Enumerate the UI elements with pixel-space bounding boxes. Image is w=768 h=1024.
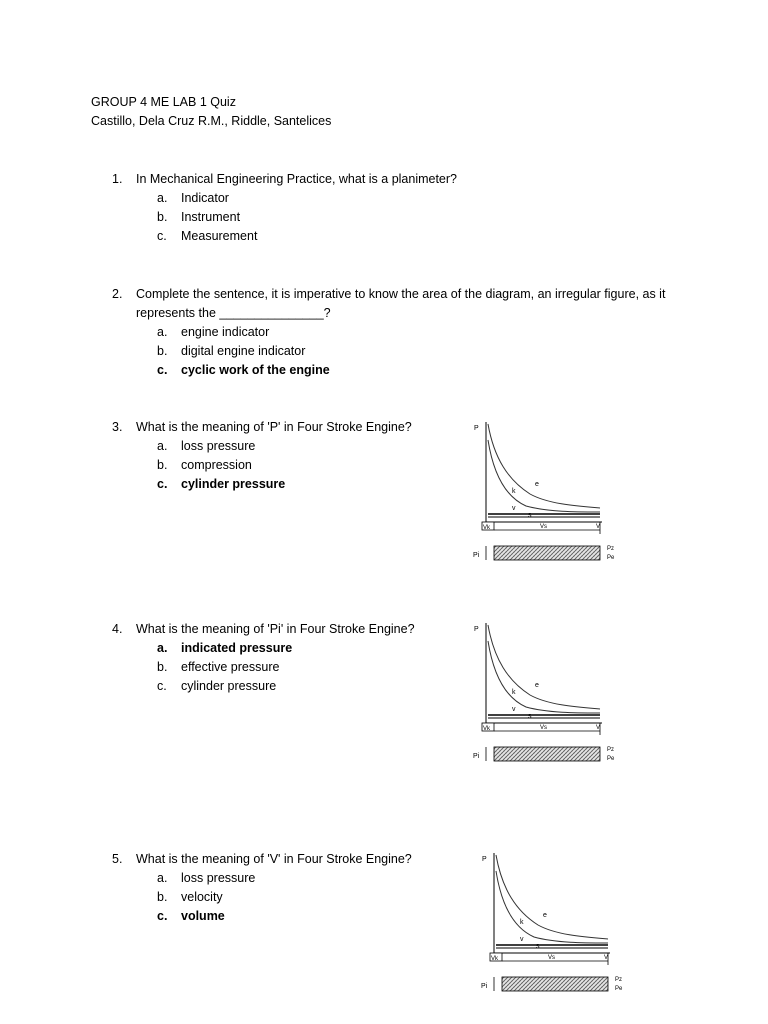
question-text-continued: represents the _______________? xyxy=(136,306,331,320)
expansion-curve-e xyxy=(488,424,600,508)
label-v: v xyxy=(512,706,516,713)
label-vk: Vk xyxy=(483,525,491,531)
label-vs: Vs xyxy=(540,524,548,530)
label-k: k xyxy=(512,689,516,696)
option-text: effective pressure xyxy=(181,660,280,674)
question-2 xyxy=(112,285,672,380)
option-letter: c. xyxy=(157,363,168,377)
label-V: V xyxy=(596,725,601,731)
mean-pressure-bar xyxy=(494,747,600,761)
compression-curve-k xyxy=(496,871,608,943)
quiz-title: GROUP 4 ME LAB 1 Quiz xyxy=(91,95,236,109)
option-text: volume xyxy=(181,909,225,923)
pv-diagram-q4 xyxy=(468,619,628,779)
compression-curve-k xyxy=(488,641,600,713)
label-pe: Pe xyxy=(607,756,615,762)
label-e: e xyxy=(535,682,539,689)
label-e: e xyxy=(543,912,547,919)
question-number: 2. xyxy=(112,287,123,301)
option-c xyxy=(157,361,672,380)
question-text: Complete the sentence, it is imperative to know the area of the diagram, an irregular figure, as it xyxy=(136,287,666,301)
label-V: V xyxy=(604,955,609,961)
option-letter: c. xyxy=(157,229,167,243)
option-b xyxy=(157,208,672,227)
option-c xyxy=(157,227,672,246)
option-text: cyclic work of the engine xyxy=(181,363,330,377)
question-1 xyxy=(112,170,672,246)
question-text: In Mechanical Engineering Practice, what is a planimeter? xyxy=(136,172,458,186)
option-text: cylinder pressure xyxy=(181,477,286,491)
option-text: Measurement xyxy=(181,229,258,243)
label-p: P xyxy=(482,856,487,863)
option-text: loss pressure xyxy=(181,439,256,453)
option-letter: b. xyxy=(157,660,168,674)
label-s: s xyxy=(528,512,532,519)
label-vk: Vk xyxy=(483,726,491,732)
option-text: loss pressure xyxy=(181,871,256,885)
label-v: v xyxy=(512,505,516,512)
option-letter: c. xyxy=(157,909,168,923)
label-pz: Pz xyxy=(615,977,623,983)
option-text: velocity xyxy=(181,890,223,904)
option-text: compression xyxy=(181,458,252,472)
label-pz: Pz xyxy=(607,747,615,753)
option-letter: b. xyxy=(157,344,168,358)
label-s: s xyxy=(528,713,532,720)
question-text: What is the meaning of 'P' in Four Stroke Engine? xyxy=(136,420,412,434)
label-vk: Vk xyxy=(491,956,499,962)
option-letter: a. xyxy=(157,439,168,453)
label-vs: Vs xyxy=(548,955,556,961)
label-pe: Pe xyxy=(607,555,615,561)
option-letter: c. xyxy=(157,679,167,693)
label-pi: Pi xyxy=(481,983,488,990)
option-text: Instrument xyxy=(181,210,241,224)
label-v: v xyxy=(520,936,524,943)
label-e: e xyxy=(535,481,539,488)
option-letter: b. xyxy=(157,210,168,224)
mean-pressure-bar xyxy=(502,977,608,991)
question-number: 3. xyxy=(112,420,123,434)
label-s: s xyxy=(536,943,540,950)
label-pi: Pi xyxy=(473,552,480,559)
option-text: engine indicator xyxy=(181,325,270,339)
label-pi: Pi xyxy=(473,753,480,760)
question-number: 1. xyxy=(112,172,123,186)
label-vs: Vs xyxy=(540,725,548,731)
label-k: k xyxy=(512,488,516,495)
option-letter: b. xyxy=(157,890,168,904)
label-pe: Pe xyxy=(615,986,623,992)
option-letter: a. xyxy=(157,871,168,885)
option-text: cylinder pressure xyxy=(181,679,277,693)
option-letter: a. xyxy=(157,325,168,339)
option-letter: c. xyxy=(157,477,168,491)
compression-curve-k xyxy=(488,440,600,512)
question-text: What is the meaning of 'V' in Four Stroke Engine? xyxy=(136,852,412,866)
question-number: 5. xyxy=(112,852,123,866)
label-p: P xyxy=(474,425,479,432)
quiz-authors: Castillo, Dela Cruz R.M., Riddle, Santelices xyxy=(91,114,332,128)
label-p: P xyxy=(474,626,479,633)
option-b xyxy=(157,342,672,361)
mean-pressure-bar xyxy=(494,546,600,560)
option-letter: a. xyxy=(157,641,168,655)
label-pz: Pz xyxy=(607,546,615,552)
option-letter: a. xyxy=(157,191,168,205)
label-k: k xyxy=(520,919,524,926)
question-number: 4. xyxy=(112,622,123,636)
option-a xyxy=(157,189,672,208)
label-V: V xyxy=(596,524,601,530)
option-a xyxy=(157,323,672,342)
option-text: digital engine indicator xyxy=(181,344,306,358)
pv-diagram-q5 xyxy=(476,849,636,1009)
option-text: Indicator xyxy=(181,191,229,205)
option-letter: b. xyxy=(157,458,168,472)
expansion-curve-e xyxy=(488,625,600,709)
expansion-curve-e xyxy=(496,855,608,939)
option-text: indicated pressure xyxy=(181,641,293,655)
pv-diagram-q3 xyxy=(468,418,628,578)
question-text: What is the meaning of 'Pi' in Four Stroke Engine? xyxy=(136,622,415,636)
